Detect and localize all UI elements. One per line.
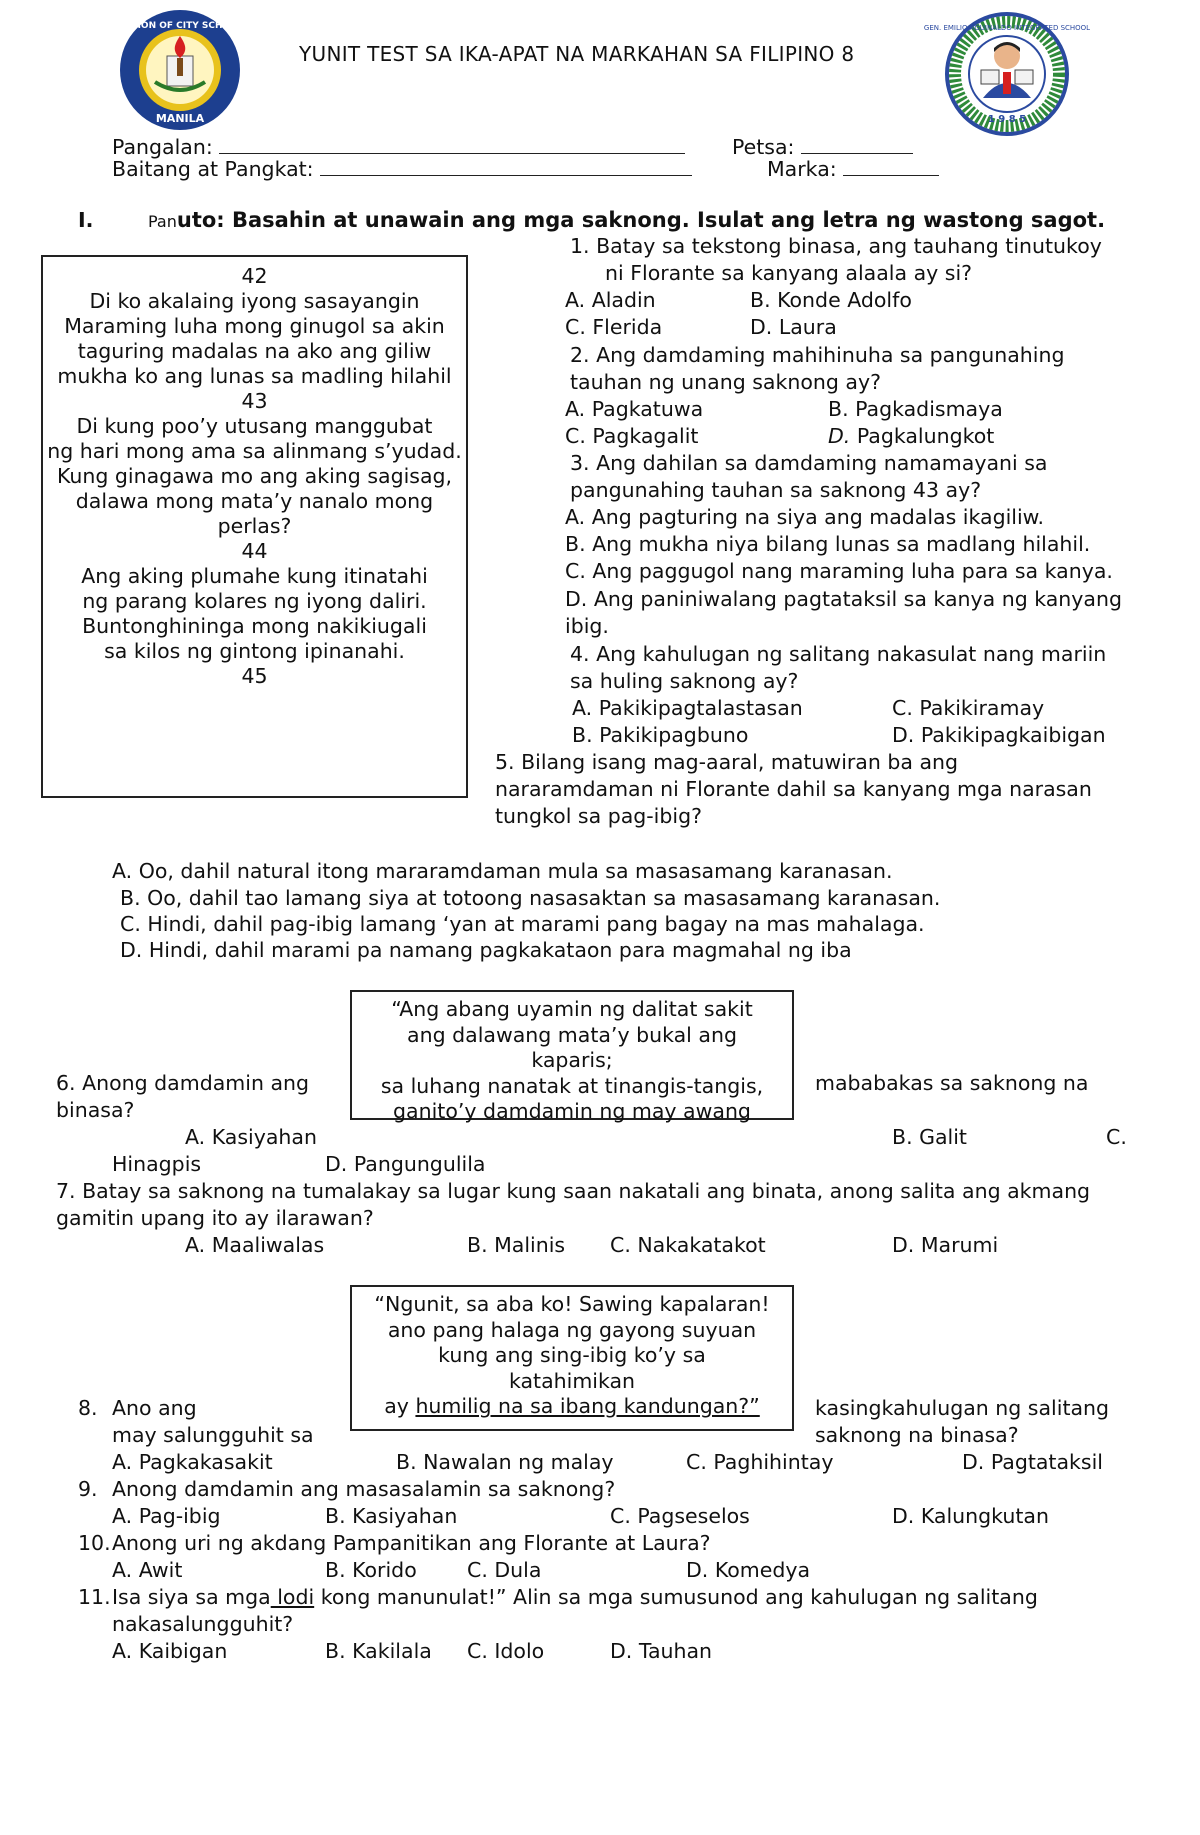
grade-blank[interactable] bbox=[320, 159, 692, 176]
name-blank[interactable] bbox=[219, 137, 685, 154]
svg-text:1 9 8 5: 1 9 8 5 bbox=[987, 114, 1027, 125]
poem-box bbox=[41, 255, 468, 798]
q8-number: 8. bbox=[78, 1396, 98, 1420]
stanza-line: ano pang halaga ng gayong suyuan bbox=[387, 1317, 757, 1342]
poem-line: mukha ko ang lunas sa madling hilahil bbox=[57, 364, 452, 388]
q6-text: 6. Anong damdamin ang bbox=[56, 1071, 310, 1095]
q10-choice-d[interactable]: D. Komedya bbox=[686, 1558, 811, 1582]
instruction-text: uto: Basahin at unawain ang mga saknong. Isulat ang letra ng wastong sagot. bbox=[176, 208, 1106, 232]
q4-text-cont: sa huling saknong ay? bbox=[570, 669, 799, 693]
q7-text: 7. Batay sa saknong na tumalakay sa lugar kung saan nakatali ang binata, anong salita ang akmang bbox=[56, 1179, 1091, 1203]
underlined-phrase: humilig na sa ibang kandungan?” bbox=[415, 1394, 760, 1418]
stanza-box-2 bbox=[350, 1285, 794, 1431]
q8-text-right-cont: saknong na binasa? bbox=[815, 1423, 1019, 1447]
q11-text-cont: nakasalungguhit? bbox=[112, 1612, 294, 1636]
q2-choice-d-text: Pagkalungkot bbox=[850, 424, 995, 448]
q11-number: 11. bbox=[78, 1585, 111, 1609]
svg-text:MANILA: MANILA bbox=[155, 112, 205, 125]
q7-choice-c[interactable]: C. Nakakatakot bbox=[610, 1233, 766, 1257]
poem-line: ng hari mong ama sa alinmang s’yudad. bbox=[47, 439, 462, 463]
q2-choice-c[interactable]: C. Pagkagalit bbox=[565, 424, 699, 448]
q11-choice-c[interactable]: C. Idolo bbox=[467, 1639, 545, 1663]
q3-choice-c[interactable]: C. Ang paggugol nang maraming luha para sa kanya. bbox=[565, 559, 1113, 583]
poem-line: 43 bbox=[241, 389, 268, 413]
q5-choice-d[interactable]: D. Hindi, dahil marami pa namang pagkakataon para magmahal ng iba bbox=[120, 938, 852, 962]
q9-number: 9. bbox=[78, 1477, 98, 1501]
stanza-line: katahimikan bbox=[508, 1368, 636, 1393]
q5-choice-a[interactable]: A. Oo, dahil natural itong mararamdaman mula sa masasamang karanasan. bbox=[112, 859, 893, 883]
q6-choice-c-cont: Hinagpis bbox=[112, 1152, 202, 1176]
q2-text-cont: tauhan ng unang saknong ay? bbox=[570, 370, 881, 394]
poem-line: dalawa mong mata’y nanalo mong perlas? bbox=[75, 489, 434, 538]
q2-choice-d[interactable] bbox=[828, 423, 994, 450]
date-blank[interactable] bbox=[801, 137, 913, 154]
stanza-line: ang dalawang mata’y bukal ang bbox=[407, 1022, 737, 1047]
q9-choice-c[interactable]: C. Pagseselos bbox=[610, 1504, 750, 1528]
q6-text-right: mababakas sa saknong na bbox=[815, 1071, 1089, 1095]
q4-choice-d[interactable]: D. Pakikipagkaibigan bbox=[892, 723, 1106, 747]
q8-choice-b[interactable]: B. Nawalan ng malay bbox=[396, 1450, 614, 1474]
poem-line: Di ko akalaing iyong sasayangin bbox=[89, 289, 420, 313]
q8-text: Ano ang bbox=[112, 1396, 197, 1420]
q5-choice-c[interactable]: C. Hindi, dahil pag-ibig lamang ‘yan at marami pang bagay na mas mahalaga. bbox=[120, 912, 925, 936]
stanza-line: ganito’y damdamin ng may awang bbox=[393, 1099, 751, 1123]
q3-choice-b[interactable]: B. Ang mukha niya bilang lunas sa madlang hilahil. bbox=[565, 532, 1091, 556]
q3-choice-a[interactable]: A. Ang pagturing na siya ang madalas ikagiliw. bbox=[565, 505, 1045, 529]
score-field[interactable] bbox=[767, 156, 939, 183]
q6-choice-c[interactable]: C. bbox=[1106, 1125, 1127, 1149]
svg-text:GEN. EMILIO AGUINALDO INTEGRAT: GEN. EMILIO AGUINALDO INTEGRATED SCHOOL bbox=[923, 24, 1091, 32]
q1-choice-d[interactable]: D. Laura bbox=[750, 315, 837, 339]
q9-choice-a[interactable]: A. Pag-ibig bbox=[112, 1504, 221, 1528]
stanza-box-1 bbox=[350, 990, 794, 1123]
q2-choice-a[interactable]: A. Pagkatuwa bbox=[565, 397, 704, 421]
q8-text-cont: may salungguhit sa bbox=[112, 1423, 314, 1447]
q11-text-pre: Isa siya sa mga bbox=[112, 1585, 271, 1609]
q3-text-cont: pangunahing tauhan sa saknong 43 ay? bbox=[570, 478, 982, 502]
q8-text-right: kasingkahulugan ng salitang bbox=[815, 1396, 1110, 1420]
q3-choice-d[interactable]: D. Ang paniniwalang pagtataksil sa kanya ng kanyang bbox=[565, 587, 1122, 611]
q7-choice-a[interactable]: A. Maaliwalas bbox=[185, 1233, 325, 1257]
q11-choice-d[interactable]: D. Tauhan bbox=[610, 1639, 713, 1663]
q11-text-post: kong manunulat!” Alin sa mga sumusunod ang kahulugan ng salitang bbox=[314, 1585, 1038, 1609]
q1-choice-b[interactable]: B. Konde Adolfo bbox=[750, 288, 912, 312]
q1-text-cont: ni Florante sa kanyang alaala ay si? bbox=[605, 261, 973, 285]
stanza-line: sa luhang nanatak at tinangis-tangis, bbox=[380, 1073, 764, 1098]
q4-choice-c[interactable]: C. Pakikiramay bbox=[892, 696, 1045, 720]
poem-line: 45 bbox=[241, 664, 268, 688]
q4-choice-b[interactable]: B. Pakikipagbuno bbox=[572, 723, 749, 747]
q5-text: 5. Bilang isang mag-aaral, matuwiran ba ang bbox=[495, 750, 959, 774]
q3-choice-d-cont: ibig. bbox=[565, 614, 609, 638]
stanza-line bbox=[352, 1394, 792, 1420]
q3-text: 3. Ang dahilan sa damdaming namamayani sa bbox=[570, 451, 1048, 475]
stanza-line: kaparis; bbox=[531, 1048, 613, 1072]
q9-text: Anong damdamin ang masasalamin sa saknong? bbox=[112, 1477, 616, 1501]
q10-choice-a[interactable]: A. Awit bbox=[112, 1558, 183, 1582]
q4-choice-a[interactable]: A. Pakikipagtalastasan bbox=[572, 696, 803, 720]
poem-line: Ang aking plumahe kung itinatahi bbox=[81, 564, 428, 588]
q2-text: 2. Ang damdaming mahihinuha sa pangunahing bbox=[570, 343, 1065, 367]
poem-line: Buntonghininga mong nakikiugali bbox=[82, 614, 427, 638]
date-label: Petsa: bbox=[732, 135, 795, 159]
q5-text-cont: tungkol sa pag-ibig? bbox=[495, 804, 702, 828]
poem-line: sa kilos ng gintong ipinanahi. bbox=[104, 639, 405, 663]
q11-choice-b[interactable]: B. Kakilala bbox=[325, 1639, 432, 1663]
name-label: Pangalan: bbox=[112, 135, 213, 159]
q11-choice-a[interactable]: A. Kaibigan bbox=[112, 1639, 228, 1663]
poem-line: 42 bbox=[241, 264, 268, 288]
score-label: Marka: bbox=[767, 157, 837, 181]
q1-choice-c[interactable]: C. Flerida bbox=[565, 315, 663, 339]
q5-choice-b[interactable]: B. Oo, dahil tao lamang siya at totoong nasasaktan sa masasamang karanasan. bbox=[120, 886, 941, 910]
poem-line: ng parang kolares ng iyong daliri. bbox=[82, 589, 427, 613]
q8-choice-c[interactable]: C. Paghihintay bbox=[686, 1450, 834, 1474]
q1-text: 1. Batay sa tekstong binasa, ang tauhang tinutukoy bbox=[570, 234, 1102, 258]
instruction-number: I. bbox=[78, 208, 94, 232]
division-seal-logo bbox=[109, 8, 251, 132]
q6-choice-b[interactable]: B. Galit bbox=[892, 1125, 967, 1149]
q9-choice-d[interactable]: D. Kalungkutan bbox=[892, 1504, 1049, 1528]
q6-text-cont: binasa? bbox=[56, 1098, 135, 1122]
q4-text: 4. Ang kahulugan ng salitang nakasulat nang mariin bbox=[570, 642, 1107, 666]
instruction bbox=[148, 207, 1105, 235]
q5-text-cont: nararamdaman ni Florante dahil sa kanyang mga narasan bbox=[495, 777, 1092, 801]
q7-choice-d[interactable]: D. Marumi bbox=[892, 1233, 999, 1257]
poem-line: Maraming luha mong ginugol sa akin bbox=[64, 314, 445, 338]
q2-choice-d-letter: D. bbox=[828, 424, 851, 448]
q10-text: Anong uri ng akdang Pampanitikan ang Florante at Laura? bbox=[112, 1531, 711, 1555]
q8-choice-d[interactable]: D. Pagtataksil bbox=[962, 1450, 1103, 1474]
test-title: YUNIT TEST SA IKA-APAT NA MARKAHAN SA FILIPINO 8 bbox=[299, 42, 855, 66]
q6-choice-d[interactable]: D. Pangungulila bbox=[325, 1152, 486, 1176]
grade-field[interactable] bbox=[112, 156, 692, 183]
instruction-prefix: Pan bbox=[148, 212, 177, 231]
svg-text:DIVISION OF CITY SCHOOLS: DIVISION OF CITY SCHOOLS bbox=[109, 21, 251, 31]
score-blank[interactable] bbox=[843, 159, 939, 176]
q2-choice-b[interactable]: B. Pagkadismaya bbox=[828, 397, 1003, 421]
poem-line: 44 bbox=[241, 539, 268, 563]
q7-choice-b[interactable]: B. Malinis bbox=[467, 1233, 566, 1257]
school-seal-logo bbox=[923, 12, 1091, 136]
q10-choice-c[interactable]: C. Dula bbox=[467, 1558, 542, 1582]
poem-line: Kung ginagawa mo ang aking sagisag, bbox=[56, 464, 453, 488]
q10-choice-b[interactable]: B. Korido bbox=[325, 1558, 417, 1582]
q10-number: 10. bbox=[78, 1531, 111, 1555]
stanza-line: kung ang sing-ibig ko’y sa bbox=[438, 1343, 706, 1367]
q8-choice-a[interactable]: A. Pagkakasakit bbox=[112, 1450, 273, 1474]
q9-choice-b[interactable]: B. Kasiyahan bbox=[325, 1504, 458, 1528]
poem-line: taguring madalas na ako ang giliw bbox=[77, 339, 432, 363]
poem-line: Di kung poo’y utusang manggubat bbox=[76, 414, 433, 438]
q11-underlined-word: lodi bbox=[270, 1585, 315, 1609]
q6-choice-a[interactable]: A. Kasiyahan bbox=[185, 1125, 317, 1149]
q11-text bbox=[112, 1584, 1038, 1611]
q1-choice-a[interactable]: A. Aladin bbox=[565, 288, 656, 312]
stanza-line-prefix: ay bbox=[384, 1394, 416, 1418]
q7-text-cont: gamitin upang ito ay ilarawan? bbox=[56, 1206, 374, 1230]
grade-label: Baitang at Pangkat: bbox=[112, 157, 314, 181]
stanza-line: “Ngunit, sa aba ko! Sawing kapalaran! bbox=[374, 1292, 770, 1316]
stanza-line: “Ang abang uyamin ng dalitat sakit bbox=[391, 997, 753, 1021]
